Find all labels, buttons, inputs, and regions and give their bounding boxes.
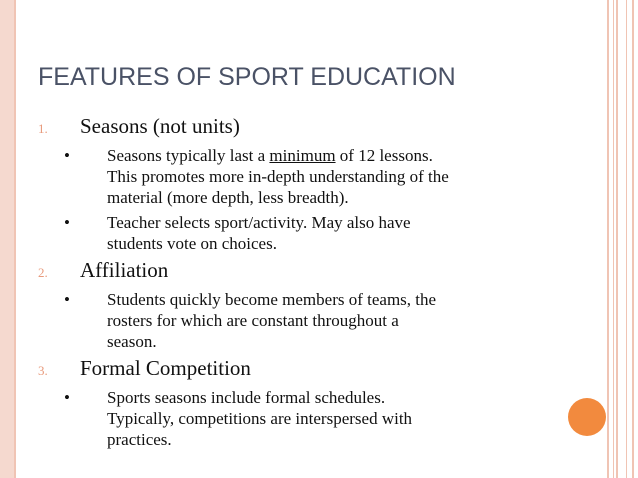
- list-item-header: [38, 258, 558, 289]
- list-item: [38, 114, 558, 254]
- bullet-text: rosters for which are constant throughout a: [107, 311, 399, 330]
- bullet-point: [38, 145, 558, 208]
- bullet-point: [38, 387, 558, 450]
- left-decorative-line: [14, 0, 16, 478]
- bullet-text: Seasons typically last a: [107, 146, 270, 165]
- list-item-header: [38, 114, 558, 145]
- list-item-number: 3.: [38, 363, 48, 378]
- list-item-heading: Formal Competition: [80, 356, 251, 380]
- list-item: [38, 356, 558, 450]
- bullet-text: material (more depth, less breadth).: [107, 188, 349, 207]
- bullet-icon: •: [64, 290, 70, 309]
- slide-content: [38, 114, 558, 454]
- list-item-heading: Seasons (not units): [80, 114, 240, 138]
- list-item-number: 1.: [38, 121, 48, 136]
- list-item-heading: Affiliation: [80, 258, 169, 282]
- bullet-icon: •: [64, 146, 70, 165]
- bullet-text: Sports seasons include formal schedules.: [107, 388, 386, 407]
- slide-title: FEATURES OF SPORT EDUCATION: [38, 63, 456, 91]
- bullet-text: students vote on choices.: [107, 234, 277, 253]
- bullet-text: season.: [107, 332, 157, 351]
- bullet-icon: •: [64, 388, 70, 407]
- bullet-text: Typically, competitions are interspersed with: [107, 409, 413, 428]
- list-item-header: [38, 356, 558, 387]
- right-decorative-line: [607, 0, 609, 478]
- bullet-text: Teacher selects sport/activity. May also have: [107, 213, 411, 232]
- bullet-text-underlined: minimum: [269, 146, 336, 165]
- right-decorative-line: [613, 0, 614, 478]
- bullet-point: [38, 212, 558, 254]
- decorative-circle: [568, 398, 606, 436]
- list-item: [38, 258, 558, 352]
- right-decorative-line: [626, 0, 627, 478]
- list-item-number: 2.: [38, 265, 48, 280]
- bullet-text: practices.: [107, 430, 172, 449]
- bullet-text: This promotes more in-depth understanding of the: [107, 167, 449, 186]
- bullet-text: of 12 lessons.: [335, 146, 433, 165]
- left-decorative-bar: [0, 0, 14, 478]
- right-decorative-line: [616, 0, 618, 478]
- bullet-point: [38, 289, 558, 352]
- bullet-icon: •: [64, 213, 70, 232]
- right-decorative-line: [632, 0, 634, 478]
- bullet-text: Students quickly become members of teams, the: [107, 290, 437, 309]
